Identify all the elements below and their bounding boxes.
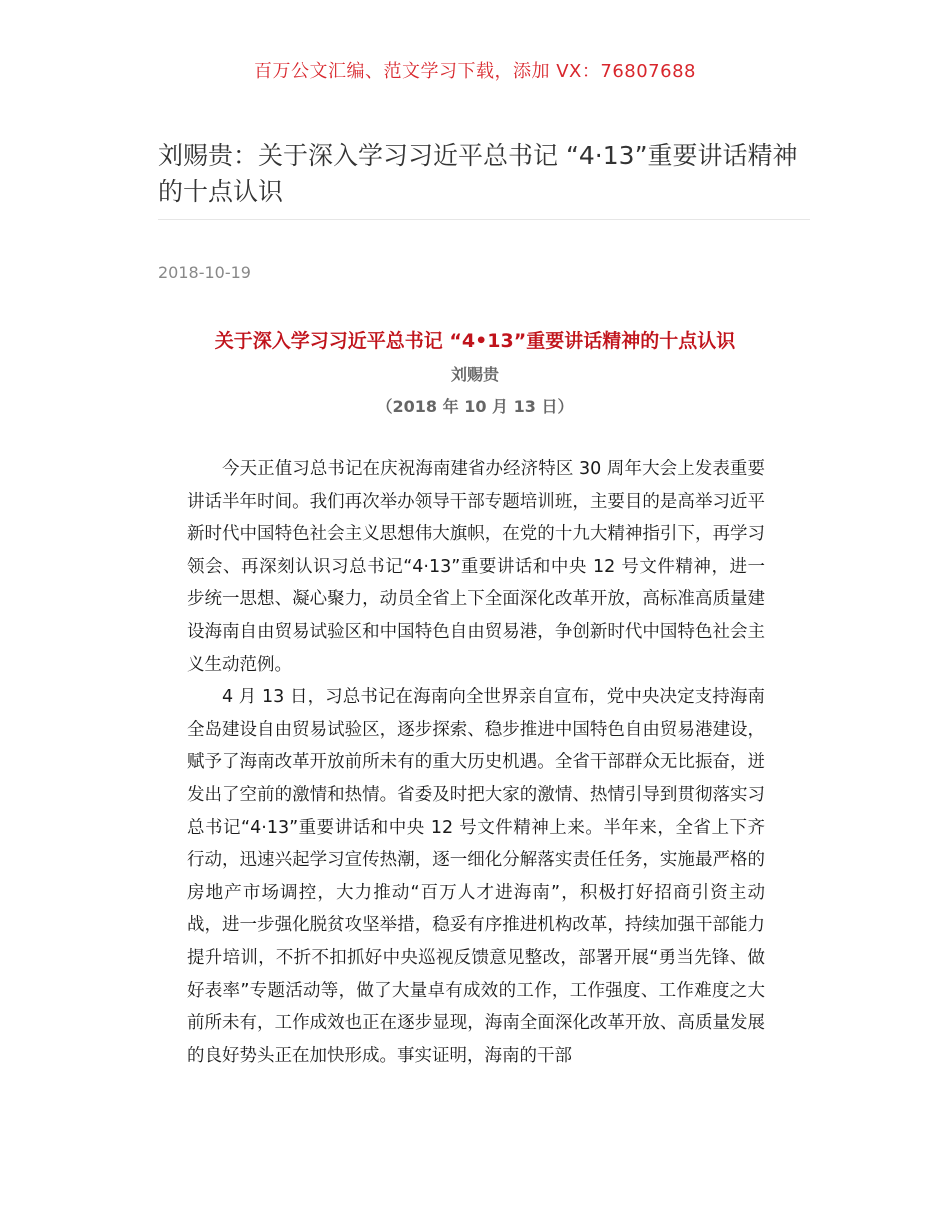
document-author: 刘赐贵 <box>450 365 499 384</box>
article-title: 刘赐贵：关于深入学习习近平总书记 “4·13”重要讲话精神的十点认识 <box>158 141 798 206</box>
document-title: 关于深入学习习近平总书记 “4•13”重要讲话精神的十点认识 <box>214 330 736 352</box>
body-paragraph: 今天正值习总书记在庆祝海南建省办经济特区 30 周年大会上发表重要讲话半年时间。我们再次举办领导干部专题培训班，主要目的是高举习近平新时代中国特色社会主义思想伟大旗帜，在党的十九大精神指引下，再学习领会、再深刻认识习总书记“4·13”重要讲话和中央 12 号文件精神，进一步统一思想、凝心聚力，动员全省上下全面深化改革开放，高标准高质量建设海南自由贸易试验区和中国特色自由贸易港，争创新时代中国特色社会主义生动范例。 <box>187 459 765 675</box>
document-date: （2018 年 10 月 13 日） <box>376 397 574 416</box>
body-paragraph: 4 月 13 日，习总书记在海南向全世界亲自宣布，党中央决定支持海南全岛建设自由贸易试验区，逐步探索、稳步推进中国特色自由贸易港建设，赋予了海南改革开放前所未有的重大历史机遇。全省干部群众无比振奋，迸发出了空前的激情和热情。省委及时把大家的激情、热情引导到贯彻落实习总书记“4·13”重要讲话和中央 12 号文件精神上来。半年来，全省上下齐行动，迅速兴起学习宣传热潮，逐一细化分解落实责任任务，实施最严格的房地产市场调控，大力推动“百万人才进海南”，积极打好招商引资主动战，进一步强化脱贫攻坚举措，稳妥有序推进机构改革，持续加强干部能力提升培训，不折不扣抓好中央巡视反馈意见整改，部署开展“勇当先锋、做好表率”专题活动等，做了大量卓有成效的工作，工作强度、工作难度之大前所未有，工作成效也正在逐步显现，海南全面深化改革开放、高质量发展的良好势头正在加快形成。事实证明，海南的干部 <box>187 687 765 1066</box>
title-divider <box>158 219 810 220</box>
header-banner: 百万公文汇编、范文学习下载，添加 VX：76807688 <box>254 61 696 82</box>
article-body <box>187 453 765 1072</box>
publish-date: 2018-10-19 <box>158 263 251 282</box>
